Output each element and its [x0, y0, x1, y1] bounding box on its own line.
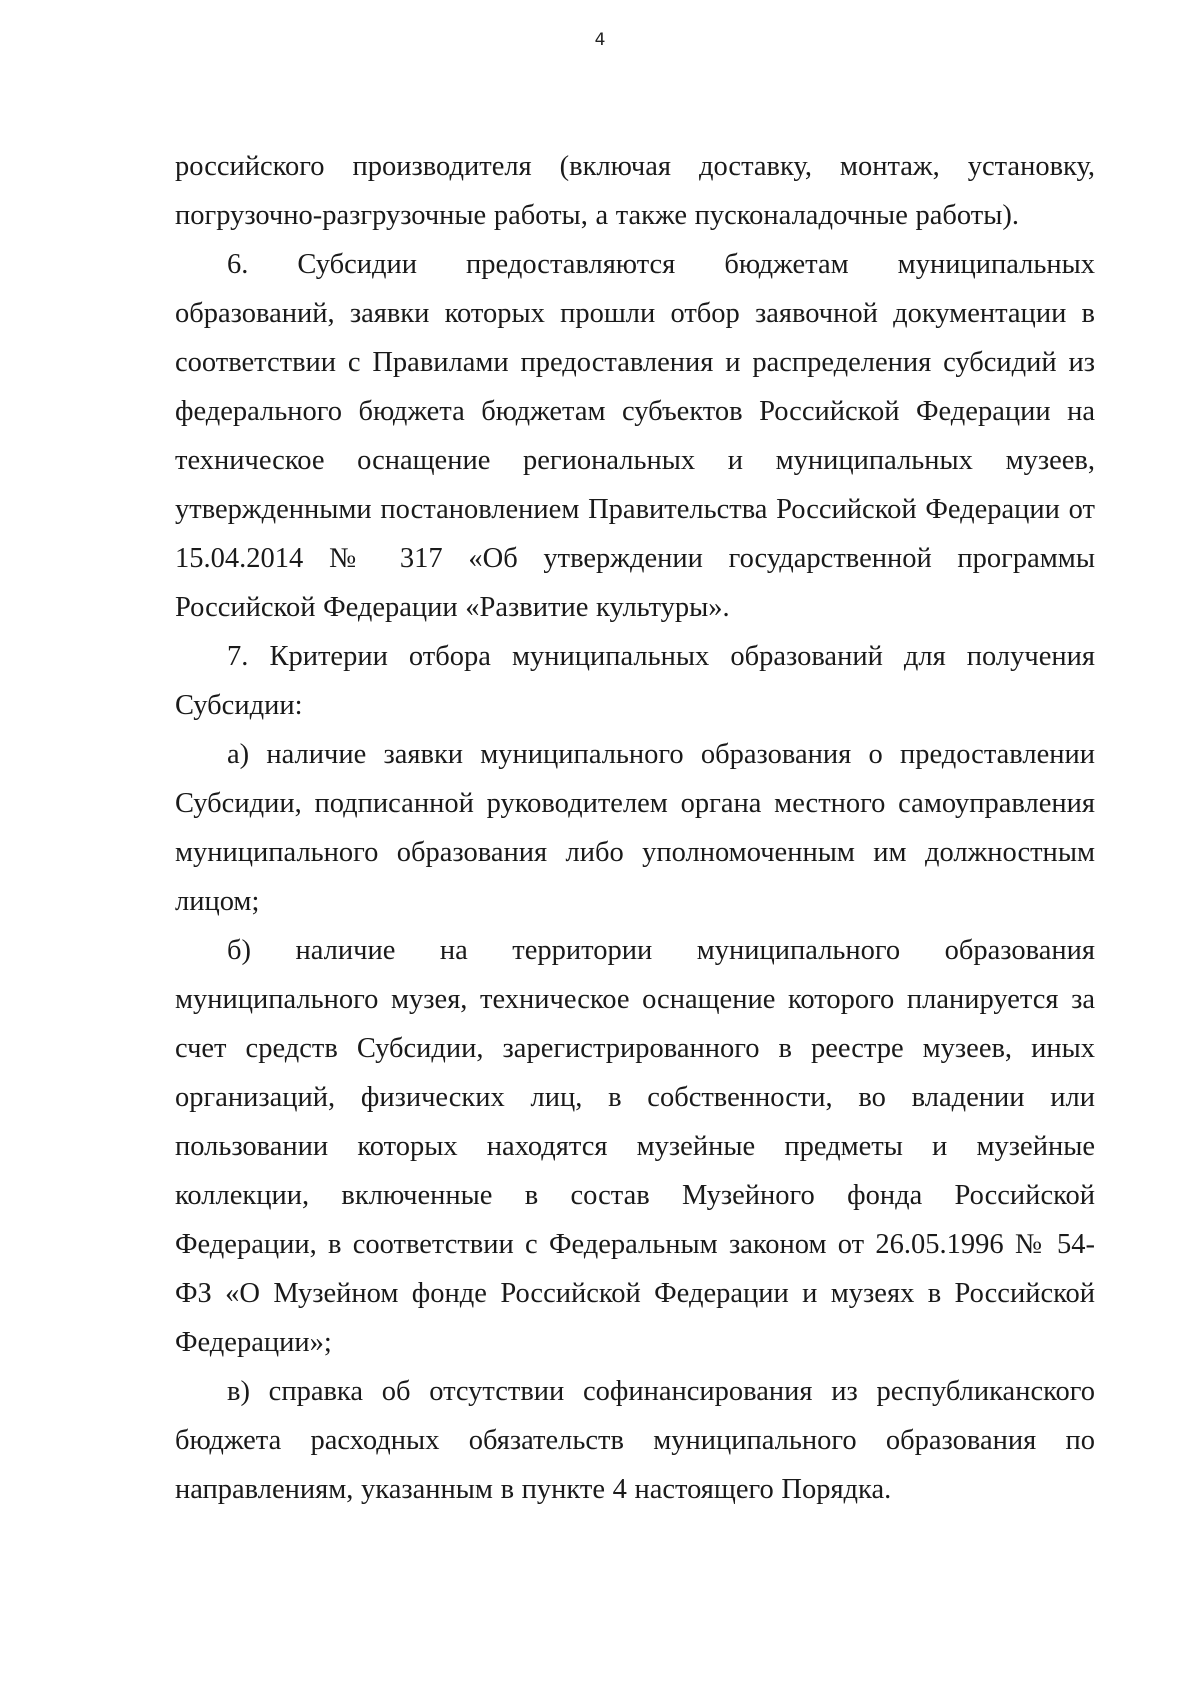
document-body [175, 142, 1095, 1514]
paragraph-subitem-v: в) справка об отсутствии софинансирования из республиканского бюджета расходных обязательств муниципального образования по направлениям, указанным в пункте 4 настоящего Порядка. [175, 1376, 1095, 1505]
page-number: 4 [594, 30, 606, 50]
paragraph-item-6: 6. Субсидии предоставляются бюджетам муниципальных образований, заявки которых прошли отбор заявочной документации в соответствии с Правилами предоставления и распределения субсидий из федерального бюджета бюджетам субъектов Российской Федерации на техническое оснащение региональных и муниципальных музеев, утвержденными постановлением Правительства Российской Федерации от 15.04.2014 № 317 «Об утверждении государственной программы Российской Федерации «Развитие культуры». [175, 249, 1095, 623]
paragraph-continuation: российского производителя (включая доставку, монтаж, установку, погрузочно-разгрузочные работы, а также пусконаладочные работы). [175, 151, 1095, 231]
paragraph-item-7: 7. Критерии отбора муниципальных образований для получения Субсидии: [175, 641, 1095, 721]
paragraph-subitem-a: а) наличие заявки муниципального образования о предоставлении Субсидии, подписанной руководителем органа местного самоуправления муниципального образования либо уполномоченным им должностным лицом; [175, 739, 1095, 917]
paragraph-subitem-b: б) наличие на территории муниципального образования муниципального музея, техническое оснащение которого планируется за счет средств Субсидии, зарегистрированного в реестре музеев, иных организаций, физических лиц, в собственности, во владении или пользовании которых находятся музейные предметы и музейные коллекции, включенные в состав Музейного фонда Российской Федерации, в соответствии с Федеральным законом от 26.05.1996 № 54-ФЗ «О Музейном фонде Российской Федерации и музеях в Российской Федерации»; [175, 935, 1095, 1358]
